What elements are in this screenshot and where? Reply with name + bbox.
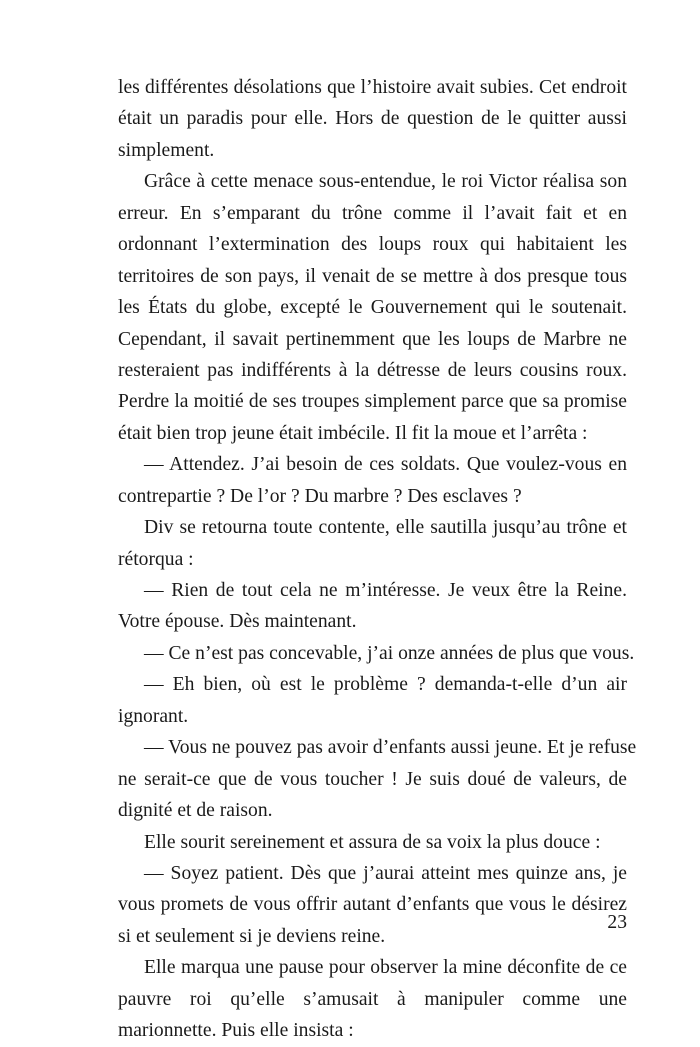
text-line: — Attendez. J’ai besoin de ces soldats. Que voulez-vous en xyxy=(144,454,627,476)
text-line: si et seulement si je deviens reine. xyxy=(118,925,386,947)
text-line: était un paradis pour elle. Hors de question de le quitter aussi xyxy=(118,108,627,130)
body-text xyxy=(118,72,637,1047)
text-line: erreur. En s’emparant du trône comme il l’avait fait et en xyxy=(118,202,627,224)
text-line: dignité et de raison. xyxy=(118,800,273,822)
paragraph xyxy=(118,858,627,952)
text-line: ordonnant l’extermination des loups roux qui habitaient les xyxy=(118,234,627,256)
text-line: les différentes désolations que l’histoire avait subies. Cet endroit xyxy=(118,77,627,98)
text-line: était bien trop jeune était imbécile. Il fit la moue et l’arrêta : xyxy=(118,422,588,444)
text-line: — Soyez patient. Dès que j’aurai atteint mes quinze ans, je xyxy=(144,862,627,884)
paragraph xyxy=(118,669,627,732)
text-line: Elle marqua une pause pour observer la mine déconfite de ce xyxy=(144,957,627,979)
text-line: ignorant. xyxy=(118,705,189,727)
text-line: marionnette. Puis elle insista : xyxy=(118,1020,354,1042)
paragraph xyxy=(118,72,627,166)
paragraph xyxy=(118,952,627,1046)
paragraph xyxy=(118,166,627,449)
text-line: Elle sourit sereinement et assura de sa voix la plus douce : xyxy=(144,831,601,853)
paragraph xyxy=(118,512,627,575)
paragraph xyxy=(118,732,637,826)
page-number: 23 xyxy=(607,912,627,933)
paragraph xyxy=(118,638,635,669)
text-line: — Eh bien, où est le problème ? demanda-t-elle d’un air xyxy=(144,674,627,696)
text-line: — Rien de tout cela ne m’intéresse. Je veux être la Reine. xyxy=(144,580,627,601)
text-line: Div se retourna toute contente, elle sautilla jusqu’au trône et xyxy=(144,517,627,539)
paragraph xyxy=(118,827,627,858)
paragraph xyxy=(118,449,627,512)
paragraph xyxy=(118,575,627,638)
text-line: Grâce à cette menace sous-entendue, le roi Victor réalisa son xyxy=(144,171,627,193)
text-line: contrepartie ? De l’or ? Du marbre ? Des esclaves ? xyxy=(118,485,522,507)
text-line: Votre épouse. Dès maintenant. xyxy=(118,611,357,633)
text-line: rétorqua : xyxy=(118,548,194,570)
text-line: ne serait-ce que de vous toucher ! Je suis doué de valeurs, de xyxy=(118,768,627,790)
text-line: territoires de son pays, il venait de se mettre à dos presque tous xyxy=(118,265,627,287)
text-line: Perdre la moitié de ses troupes simplement parce que sa promise xyxy=(118,391,627,413)
text-line: Cependant, il savait pertinemment que les loups de Marbre ne xyxy=(118,328,627,350)
text-line: resteraient pas indifférents à la détresse de leurs cousins roux. xyxy=(118,359,627,381)
text-line: simplement. xyxy=(118,139,215,161)
text-line: pauvre roi qu’elle s’amusait à manipuler comme une xyxy=(118,988,627,1010)
text-line: — Ce n’est pas concevable, j’ai onze années de plus que vous. xyxy=(144,642,635,664)
text-line: — Vous ne pouvez pas avoir d’enfants aussi jeune. Et je refuse xyxy=(144,737,637,759)
text-line: les États du globe, excepté le Gouvernement qui le soutenait. xyxy=(118,297,627,319)
text-line: vous promets de vous offrir autant d’enfants que vous le désirez xyxy=(118,894,627,916)
